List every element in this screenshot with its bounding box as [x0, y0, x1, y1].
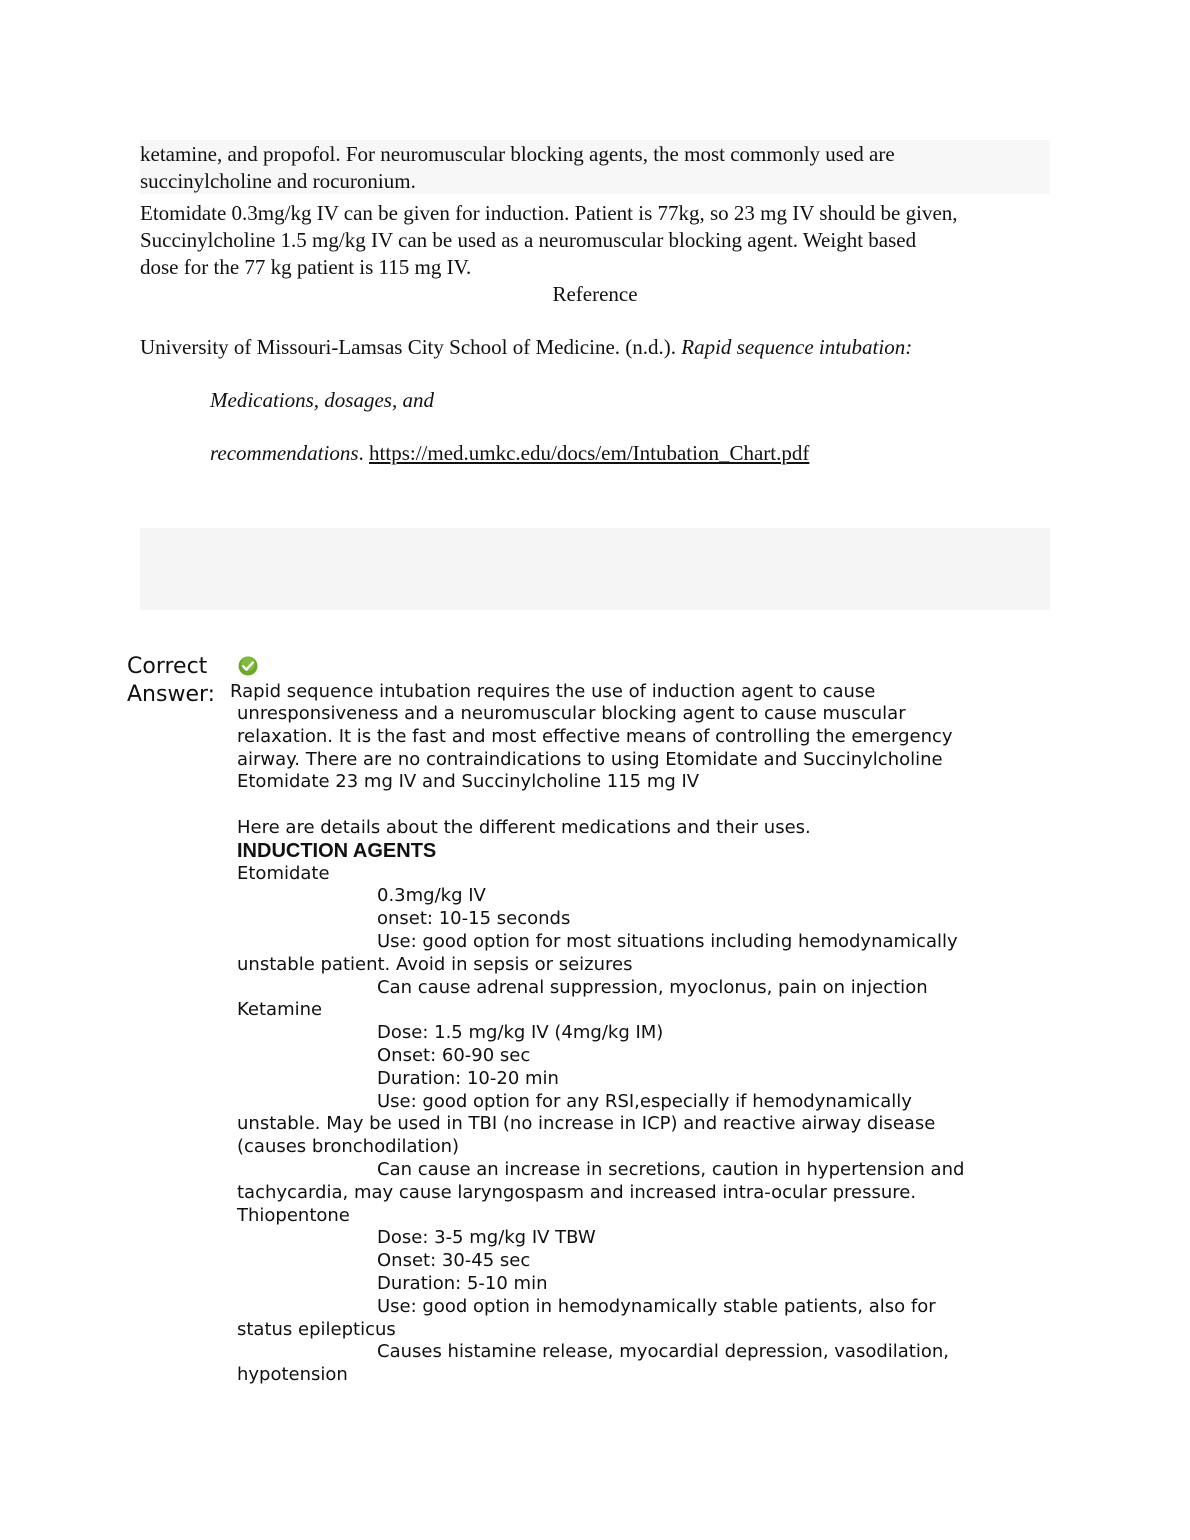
drug-detail: Duration: 10-20 min — [377, 1067, 559, 1089]
answer-label: Answer: — [127, 682, 216, 707]
drug-detail: Dose: 3-5 mg/kg IV TBW — [377, 1227, 596, 1249]
section-heading: INDUCTION AGENTS — [237, 839, 437, 862]
reference-heading: Reference — [552, 282, 638, 306]
drug-detail: onset: 10-15 seconds — [377, 908, 571, 930]
answer-line: Here are details about the different medications and their uses. — [237, 816, 811, 838]
citation-line-2: Medications, dosages, and — [210, 388, 434, 412]
citation-author: University of Missouri-Lamsas City School of Medicine. (n.d.). — [140, 335, 682, 359]
check-circle-icon — [238, 656, 258, 676]
drug-detail-wrap: unstable patient. Avoid in sepsis or seizures — [237, 953, 633, 975]
drug-detail: Onset: 30-45 sec — [377, 1250, 531, 1272]
drug-detail-wrap: unstable. May be used in TBI (no increase in ICP) and reactive airway disease — [237, 1113, 936, 1135]
drug-detail-wrap: hypotension — [237, 1364, 348, 1386]
drug-detail: Can cause an increase in secretions, caution in hypertension and — [377, 1158, 965, 1180]
dosage-line: Succinylcholine 1.5 mg/kg IV can be used as a neuromuscular blocking agent. Weight based — [140, 228, 917, 252]
drug-detail: Use: good option in hemodynamically stable patients, also for — [377, 1295, 936, 1317]
citation-line-3 — [210, 440, 809, 467]
answer-line: Etomidate 23 mg IV and Succinylcholine 115 mg IV — [237, 771, 700, 793]
drug-detail-wrap: tachycardia, may cause laryngospasm and increased intra-ocular pressure. — [237, 1181, 917, 1203]
answer-line: relaxation. It is the fast and most effective means of controlling the emergency — [237, 725, 953, 747]
drug-name: Ketamine — [237, 999, 323, 1021]
drug-detail-wrap: status epilepticus — [237, 1318, 396, 1340]
dosage-line: dose for the 77 kg patient is 115 mg IV. — [140, 255, 472, 279]
drug-name: Etomidate — [237, 862, 330, 884]
intro-line: ketamine, and propofol. For neuromuscular blocking agents, the most commonly used are — [140, 142, 895, 166]
intro-paragraph — [140, 141, 895, 195]
drug-name: Thiopentone — [237, 1204, 350, 1226]
correct-answer-label: Correct — [127, 654, 208, 679]
drug-detail: Use: good option for most situations including hemodynamically — [377, 930, 958, 952]
answer-body — [237, 703, 964, 1387]
citation-title: Rapid sequence intubation: — [681, 335, 913, 359]
blank-line — [237, 794, 964, 817]
citation-title-end: recommendations — [210, 441, 359, 465]
drug-detail: Causes histamine release, myocardial depression, vasodilation, — [377, 1341, 950, 1363]
drug-detail: Can cause adrenal suppression, myoclonus, pain on injection — [377, 976, 928, 998]
citation-separator: . — [358, 441, 370, 465]
drug-detail: Duration: 5-10 min — [377, 1272, 548, 1294]
drug-detail: Dose: 1.5 mg/kg IV (4mg/kg IM) — [377, 1022, 664, 1044]
intro-line: succinylcholine and rocuronium. — [140, 169, 416, 193]
answer-line: airway. There are no contraindications to using Etomidate and Succinylcholine — [237, 748, 943, 770]
dosage-line: Etomidate 0.3mg/kg IV can be given for induction. Patient is 77kg, so 23 mg IV should be given, — [140, 201, 958, 225]
dosage-paragraph — [140, 200, 958, 281]
citation-line-1 — [140, 334, 912, 361]
citation-url-link[interactable]: https://med.umkc.edu/docs/em/Intubation_Chart.pdf — [369, 441, 810, 465]
drug-detail: Use: good option for any RSI,especially if hemodynamically — [377, 1090, 912, 1112]
drug-detail-wrap: (causes bronchodilation) — [237, 1136, 460, 1158]
empty-answer-box — [140, 528, 1050, 610]
drug-detail: 0.3mg/kg IV — [377, 885, 486, 907]
answer-line: unresponsiveness and a neuromuscular blocking agent to cause muscular — [237, 703, 906, 724]
drug-detail: Onset: 60-90 sec — [377, 1044, 531, 1066]
answer-first-line: Rapid sequence intubation requires the use of induction agent to cause — [230, 681, 876, 702]
